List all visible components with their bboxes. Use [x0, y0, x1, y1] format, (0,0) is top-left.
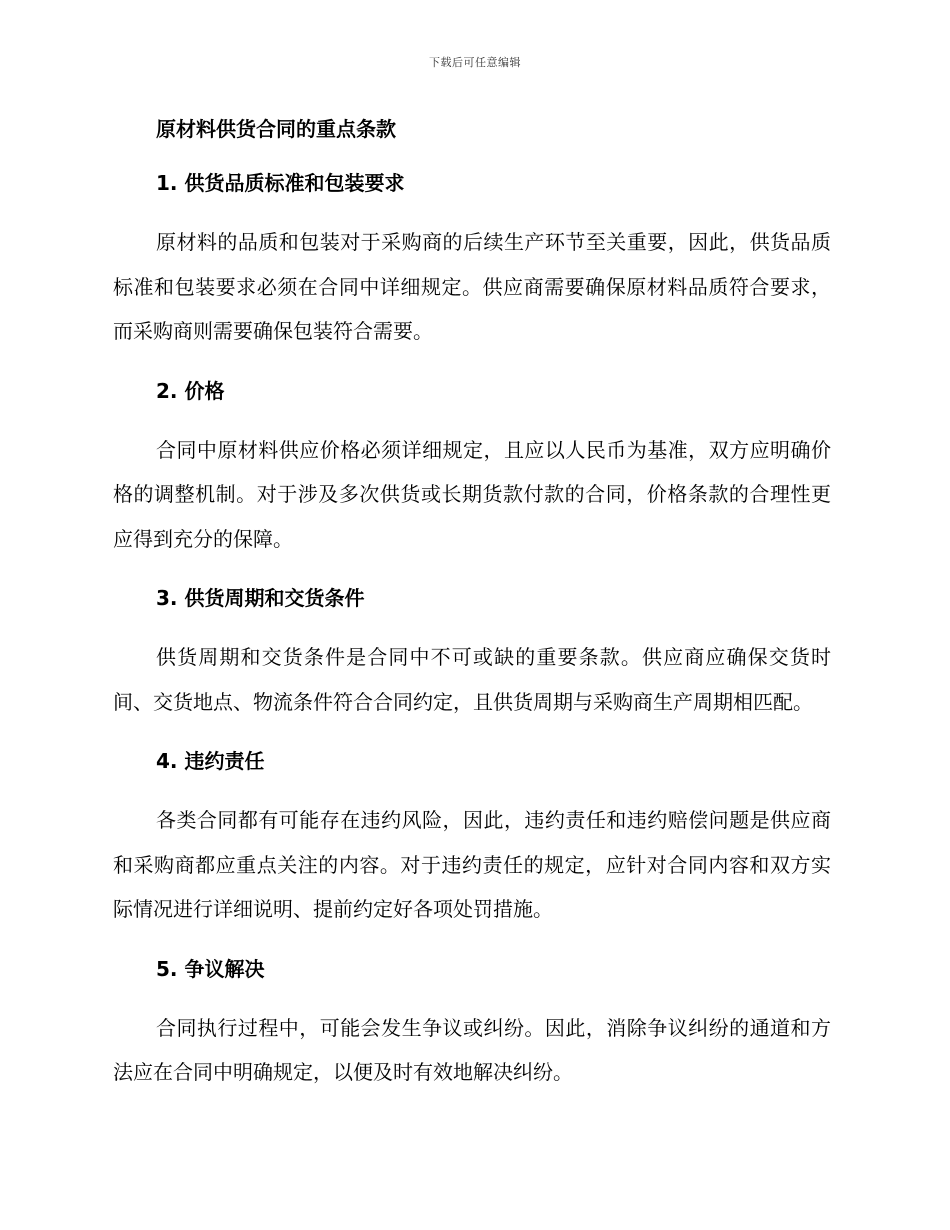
- section-paragraph-4: 各类合同都有可能存在违约风险，因此，违约责任和违约赔偿问题是供应商和采购商都应重点关注的内容。对于违约责任的规定，应针对合同内容和双方实际情况进行详细说明、提前约定好各项处罚措施。: [113, 808, 831, 921]
- section-paragraph-1: 原材料的品质和包装对于采购商的后续生产环节至关重要，因此，供货品质标准和包装要求必须在合同中详细规定。供应商需要确保原材料品质符合要求，而采购商则需要确保包装符合需要。: [113, 230, 831, 343]
- document-content: [113, 112, 831, 1095]
- section-heading-3: 3. 供货周期和交货条件: [156, 586, 365, 610]
- section-paragraph-2: 合同中原材料供应价格必须详细规定，且应以人民币为基准，双方应明确价格的调整机制。对于涉及多次供货或长期货款付款的合同，价格条款的合理性更应得到充分的保障。: [113, 437, 831, 551]
- document-title: 原材料供货合同的重点条款: [156, 117, 396, 141]
- section-paragraph-5: 合同执行过程中，可能会发生争议或纠纷。因此，消除争议纠纷的通道和方法应在合同中明确规定，以便及时有效地解决纠纷。: [113, 1015, 831, 1084]
- section-paragraph-3: 供货周期和交货条件是合同中不可或缺的重要条款。供应商应确保交货时间、交货地点、物流条件符合合同约定，且供货周期与采购商生产周期相匹配。: [113, 645, 831, 714]
- section-heading-1: 1. 供货品质标准和包装要求: [156, 171, 405, 195]
- section-heading-4: 4. 违约责任: [156, 749, 265, 773]
- section-heading-5: 5. 争议解决: [156, 956, 265, 981]
- page-header-note: 下载后可任意编辑: [429, 56, 521, 69]
- section-heading-2: 2. 价格: [156, 378, 225, 403]
